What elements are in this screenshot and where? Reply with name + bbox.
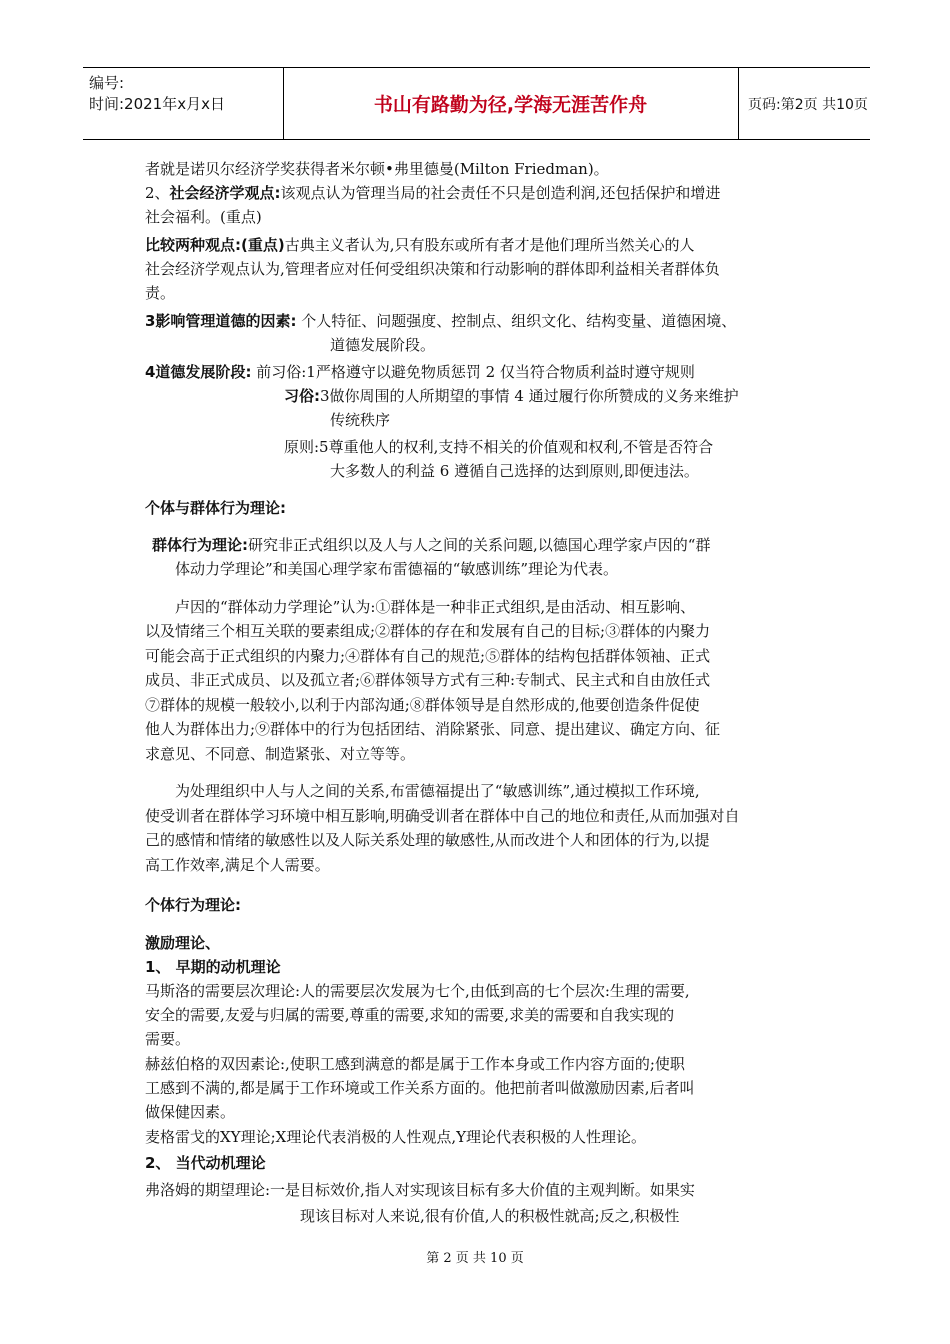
term-label: 群体行为理论: — [152, 536, 248, 554]
header-meta-cell — [83, 68, 284, 139]
text-line: 己的感情和情绪的敏感性以及人际关系处理的敏感性,从而改进个人和团体的行为,以提 — [145, 831, 710, 849]
text-line: ⑦群体的规模一般较小,以利于内部沟通;⑧群体领导是自然形成的,他要创造条件促使 — [145, 696, 700, 714]
page-header — [83, 67, 870, 140]
text-line: 求意见、不同意、制造紧张、对立等等。 — [145, 745, 416, 763]
date-label: 时间:2021年x月x日 — [89, 95, 225, 113]
text-line: 体动力学理论”和美国心理学家布雷德福的“敏感训练”理论为代表。 — [175, 560, 619, 578]
text-line: 弗洛姆的期望理论:一是目标效价,指人对实现该目标有多大价值的主观判断。如果实 — [145, 1181, 695, 1199]
text-line: 社会经济学观点认为,管理者应对任何受组织决策和行动影响的群体即利益相关者群体负 — [145, 260, 720, 278]
text-line: 使受训者在群体学习环境中相互影响,明确受训者在群体中自己的地位和责任,从而加强对自 — [145, 807, 740, 825]
text-line: 现该目标对人来说,很有价值,人的积极性就高;反之,积极性 — [300, 1207, 680, 1225]
text-line: 道德发展阶段。 — [330, 336, 436, 354]
text-line: 大多数人的利益 6 遵循自己选择的达到原则,即便违法。 — [330, 462, 699, 480]
page-label: 页码:第2页 共10页 — [748, 96, 868, 113]
text-line: 做保健因素。 — [145, 1103, 236, 1121]
text-line: 原则:5尊重他人的权利,支持不相关的价值观和权利,不管是否符合 — [284, 438, 714, 456]
text-span: 3做你周围的人所期望的事情 4 通过履行你所赞成的义务来维护 — [320, 387, 739, 405]
text-span: 前习俗:1严格遵守以避免物质惩罚 2 仅当符合物质利益时遵守规则 — [256, 363, 695, 381]
text-span: 古典主义者认为,只有股东或所有者才是他们理所当然关心的人 — [284, 236, 695, 254]
text-line: 以及情绪三个相互关联的要素组成;②群体的存在和发展有自己的目标;③群体的内聚力 — [145, 622, 711, 640]
text-line: 社会福利。(重点) — [145, 208, 262, 226]
text-span: 该观点认为管理当局的社会责任不只是创造利润,还包括保护和增进 — [280, 184, 721, 202]
term-label: 比较两种观点:(重点) — [145, 236, 285, 254]
text-span: 2、 — [145, 184, 170, 202]
text-line: 需要。 — [145, 1030, 191, 1048]
text-line — [145, 361, 695, 383]
term-label: 社会经济学观点: — [169, 184, 281, 202]
text-line: 赫兹伯格的双因素论:,使职工感到满意的都是属于工作本身或工作内容方面的;使职 — [145, 1055, 685, 1073]
text-line — [145, 234, 695, 256]
text-line: 麦格雷戈的XY理论;X理论代表消极的人性观点,Y理论代表积极的人性理论。 — [145, 1128, 646, 1146]
text-line: 为处理组织中人与人之间的关系,布雷德福提出了“敏感训练”,通过模拟工作环境, — [175, 782, 700, 800]
motto: 书山有路勤为径,学海无涯苦作舟 — [373, 94, 648, 116]
text-line: 马斯洛的需要层次理论:人的需要层次发展为七个,由低到高的七个层次:生理的需要, — [145, 982, 690, 1000]
header-page-cell — [738, 68, 870, 139]
text-line — [152, 534, 710, 556]
text-line: 责。 — [145, 284, 176, 302]
text-line: 安全的需要,友爱与归属的需要,尊重的需要,求知的需要,求美的需要和自我实现的 — [145, 1006, 675, 1024]
text-line: 他人为群体出力;⑨群体中的行为包括团结、消除紧张、同意、提出建议、确定方向、征 — [145, 720, 721, 738]
text-line — [145, 310, 736, 332]
text-line: 工感到不满的,都是属于工作环境或工作关系方面的。他把前者叫做激励因素,后者叫 — [145, 1079, 695, 1097]
header-motto-cell — [283, 68, 739, 139]
term-label: 3影响管理道德的因素: — [145, 312, 297, 330]
text-line — [284, 385, 739, 407]
text-line: 者就是诺贝尔经济学奖获得者米尔顿•弗里德曼(Milton Friedman)。 — [145, 160, 609, 178]
section-heading: 1、 早期的动机理论 — [145, 958, 281, 976]
section-heading: 激励理论、 — [145, 934, 221, 952]
text-span: 个人特征、问题强度、控制点、组织文化、结构变量、道德困境、 — [301, 312, 737, 330]
text-line: 高工作效率,满足个人需要。 — [145, 856, 330, 874]
term-label: 4道德发展阶段: — [145, 363, 252, 381]
section-heading: 个体与群体行为理论: — [145, 499, 286, 517]
page-footer: 第 2 页 共 10 页 — [426, 1251, 524, 1266]
text-line — [145, 182, 720, 204]
text-line: 传统秩序 — [330, 411, 391, 429]
section-heading: 2、 当代动机理论 — [145, 1154, 266, 1172]
term-label: 习俗: — [284, 387, 320, 405]
section-heading: 个体行为理论: — [145, 896, 241, 914]
text-line: 成员、非正式成员、以及孤立者;⑥群体领导方式有三种:专制式、民主式和自由放任式 — [145, 671, 711, 689]
text-line: 卢因的“群体动力学理论”认为:①群体是一种非正式组织,是由活动、相互影响、 — [175, 598, 696, 616]
text-line: 可能会高于正式组织的内聚力;④群体有自己的规范;⑤群体的结构包括群体领袖、正式 — [145, 647, 711, 665]
code-label: 编号: — [89, 74, 125, 92]
text-span: 研究非正式组织以及人与人之间的关系问题,以德国心理学家卢因的“群 — [248, 536, 711, 554]
